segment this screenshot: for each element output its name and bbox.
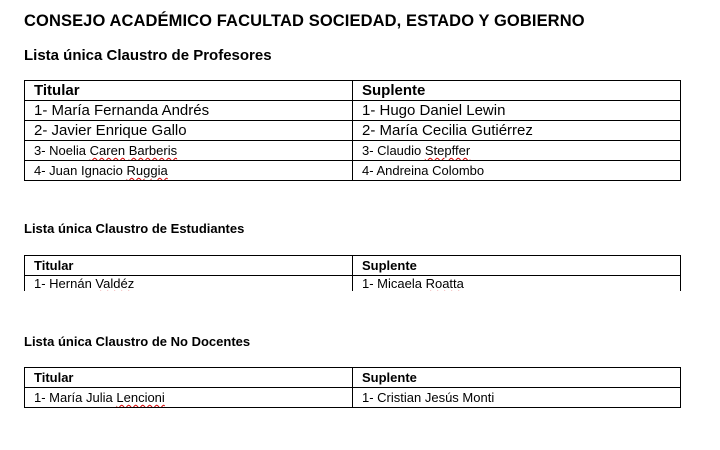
col-header-suplente: Suplente bbox=[353, 81, 681, 101]
cell-suplente: 4- Andreina Colombo bbox=[353, 161, 681, 181]
heading-nodocentes: Lista única Claustro de No Docentes bbox=[24, 334, 251, 349]
table-row bbox=[25, 141, 681, 161]
cell-titular: 2- Javier Enrique Gallo bbox=[25, 121, 353, 141]
table-row bbox=[25, 121, 681, 141]
spellcheck-word: Ruggia bbox=[126, 163, 168, 178]
col-header-titular: Titular bbox=[25, 81, 353, 101]
col-header-suplente: Suplente bbox=[353, 368, 681, 388]
table-header-row bbox=[25, 256, 681, 276]
heading-profesores: Lista única Claustro de Profesores bbox=[24, 47, 272, 64]
spellcheck-word: Roatta bbox=[425, 276, 464, 291]
cell-suplente bbox=[353, 141, 681, 161]
cell-suplente: 1- Hugo Daniel Lewin bbox=[353, 101, 681, 121]
table-row bbox=[25, 388, 681, 408]
col-header-titular: Titular bbox=[25, 256, 353, 276]
cell-titular bbox=[25, 141, 353, 161]
col-header-suplente: Suplente bbox=[353, 256, 681, 276]
cell-text: 4- Juan Ignacio bbox=[34, 163, 127, 178]
col-header-titular: Titular bbox=[25, 368, 353, 388]
table-profesores bbox=[24, 80, 681, 181]
table-header-row bbox=[25, 368, 681, 388]
table-row bbox=[25, 276, 681, 292]
cell-suplente bbox=[353, 276, 681, 292]
table-nodocentes bbox=[24, 367, 681, 408]
cell-text: 1- Micaela bbox=[362, 276, 426, 291]
cell-text: 3- Claudio bbox=[362, 143, 425, 158]
cell-titular bbox=[25, 388, 353, 408]
cell-text: 1- Hernán bbox=[34, 276, 96, 291]
heading-estudiantes: Lista única Claustro de Estudiantes bbox=[24, 221, 245, 236]
cell-suplente: 1- Cristian Jesús Monti bbox=[353, 388, 681, 408]
table-row bbox=[25, 161, 681, 181]
table-row bbox=[25, 101, 681, 121]
cell-text: 3- Noelia bbox=[34, 143, 90, 158]
table-header-row bbox=[25, 81, 681, 101]
cell-suplente: 2- María Cecilia Gutiérrez bbox=[353, 121, 681, 141]
cell-titular bbox=[25, 276, 353, 292]
document-title: CONSEJO ACADÉMICO FACULTAD SOCIEDAD, ESTADO Y GOBIERNO bbox=[24, 12, 585, 30]
spellcheck-word: Valdéz bbox=[95, 276, 135, 291]
cell-titular: 1- María Fernanda Andrés bbox=[25, 101, 353, 121]
spellcheck-word: Barberis bbox=[128, 143, 178, 158]
cell-titular bbox=[25, 161, 353, 181]
spellcheck-word: Lencioni bbox=[116, 390, 165, 405]
table-estudiantes bbox=[24, 255, 681, 291]
spellcheck-word: Caren bbox=[89, 143, 126, 158]
spellcheck-word: Stepffer bbox=[424, 143, 471, 158]
cell-text: 1- María Julia bbox=[34, 390, 117, 405]
